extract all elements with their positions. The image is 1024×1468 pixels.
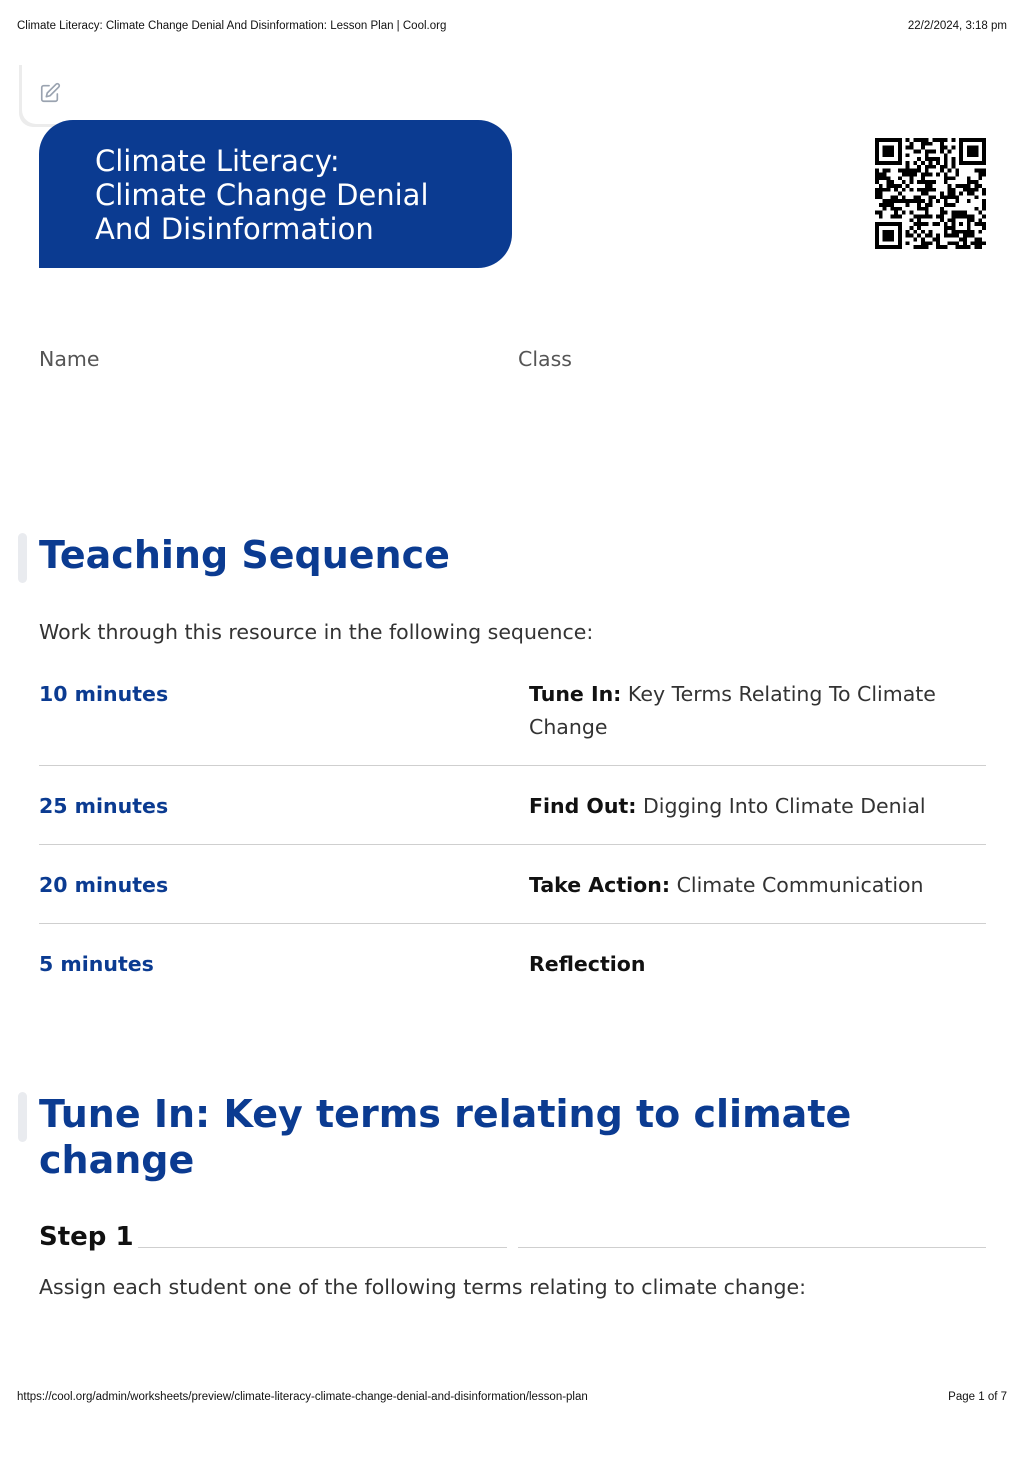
edit-icon[interactable] [39,82,61,104]
sequence-activity-text: Climate Communication [676,873,924,897]
teaching-sequence-heading: Teaching Sequence [39,533,450,577]
sequence-row [39,948,986,988]
sequence-time: 10 minutes [39,682,169,706]
step-text: Assign each student one of the following terms relating to climate change: [39,1275,807,1299]
section-accent-bar [18,533,27,583]
banner-title-line-3: And Disinformation [95,212,374,246]
print-header-datetime: 22/2/2024, 3:18 pm [907,20,1007,32]
sequence-activity [529,869,986,902]
sequence-activity-text: Key Terms Relating To Climate Change [529,682,936,739]
sequence-row [39,678,986,766]
print-header [0,20,1024,36]
banner-title-line-2: Climate Change Denial [95,178,429,212]
edit-tab[interactable] [22,62,78,124]
qr-code [875,138,986,249]
sequence-activity-text: Digging Into Climate Denial [643,794,926,818]
tune-in-heading: Tune In: Key terms relating to climate change [39,1092,852,1182]
sequence-activity [529,678,986,744]
sequence-activity [529,790,986,823]
sequence-intro: Work through this resource in the following sequence: [39,620,594,644]
print-header-title: Climate Literacy: Climate Change Denial And Disinformation: Lesson Plan | Cool.org [17,20,447,32]
step-divider [132,1247,507,1248]
sequence-time: 25 minutes [39,794,169,818]
title-banner [39,120,512,268]
sequence-row [39,869,986,924]
print-footer [0,1391,1024,1407]
sequence-activity-label: Tune In: [529,682,622,706]
sequence-time: 20 minutes [39,873,169,897]
section-accent-bar [18,1092,27,1142]
print-footer-url: https://cool.org/admin/worksheets/preview/climate-literacy-climate-change-denial-and-disinformation/lesson-plan [17,1391,588,1403]
print-footer-page: Page 1 of 7 [948,1391,1007,1403]
sequence-activity-label: Find Out: [529,794,637,818]
name-field-label: Name [39,347,100,371]
sequence-time: 5 minutes [39,952,154,976]
sequence-row [39,790,986,845]
step-divider [518,1247,986,1248]
banner-title-line-1: Climate Literacy: [95,144,340,178]
step-title: Step 1 [39,1222,138,1252]
sequence-activity-label: Reflection [529,952,646,976]
sequence-activity [529,948,986,981]
sequence-activity-label: Take Action: [529,873,671,897]
class-field-label: Class [518,347,572,371]
